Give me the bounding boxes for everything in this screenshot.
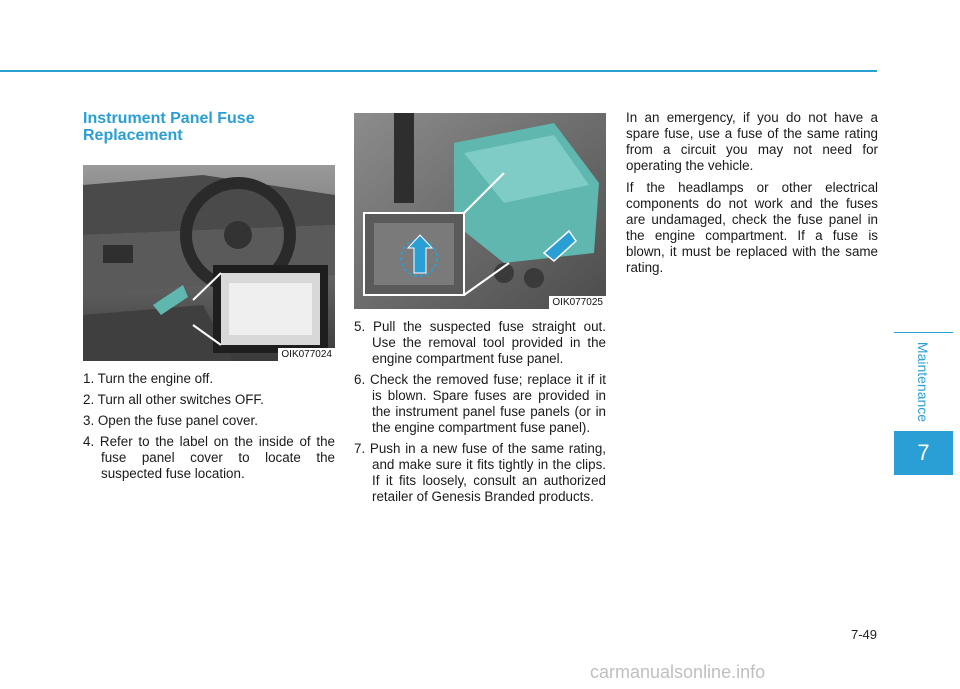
- column-3: [626, 110, 878, 282]
- dashboard-illustration: [83, 165, 335, 361]
- side-tab-label: [894, 336, 953, 428]
- page-number: 7-49: [850, 627, 877, 642]
- step-item: 3. Open the fuse panel cover.: [83, 413, 258, 428]
- step-item: 1. Turn the engine off.: [83, 371, 214, 386]
- engine-compartment-illustration: [354, 113, 606, 309]
- figure-code: OIK077025: [549, 296, 606, 309]
- figure-code: OIK077024: [278, 348, 335, 361]
- step-item: 2. Turn all other switches OFF.: [83, 392, 264, 407]
- step-item: 4. Refer to the label on the inside of the fuse panel cover to locate the suspected fuse location.: [83, 434, 335, 481]
- watermark: carmanualsonline.info: [590, 662, 766, 682]
- column-2: [354, 110, 606, 510]
- chapter-title: Maintenance: [915, 341, 932, 423]
- steps-list-2: [354, 319, 606, 505]
- paragraph: In an emergency, if you do not have a spare fuse, use a fuse of the same rating from a circuit you may not need for operating the vehicle.: [626, 110, 878, 173]
- paragraph: If the headlamps or other electrical components do not work and the fuses are undamaged, check the fuse panel in the engine compartment. If a fuse is blown, it must be replaced with the same rating.: [626, 180, 878, 275]
- top-rule: [0, 70, 877, 72]
- figure-engine-compartment: [354, 113, 606, 309]
- steps-list-1: [83, 371, 335, 482]
- section-title: Instrument Panel Fuse Replacement: [83, 110, 255, 144]
- figure-instrument-panel: [83, 165, 335, 361]
- side-tab-rule: [894, 332, 953, 333]
- column-1: [83, 110, 335, 487]
- step-item: 5. Pull the suspected fuse straight out. Use the removal tool provided in the engine compartment fuse panel.: [354, 319, 606, 366]
- step-item: 6. Check the removed fuse; replace it if it is blown. Spare fuses are provided in the instrument panel fuse panels (or in the engine compartment fuse panel).: [354, 372, 606, 435]
- step-item: 7. Push in a new fuse of the same rating, and make sure it fits tightly in the clips. If it fits loosely, consult an authorized retailer of Genesis Branded products.: [354, 441, 606, 504]
- chapter-number-badge: 7: [894, 431, 953, 475]
